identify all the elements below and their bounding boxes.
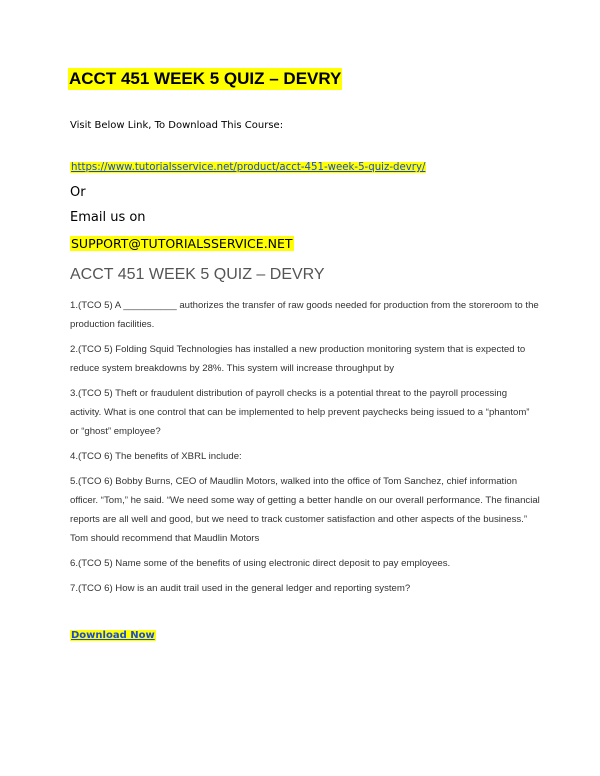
email-us-text: Email us on [70,210,146,225]
question-5: 5.(TCO 6) Bobby Burns, CEO of Maudlin Motors, walked into the office of Tom Sanchez, chief information officer. “Tom,” he said. “We need some way of getting a better handle on our overall performance. The financial reports are all well and good, but we need to track customer satisfaction and other aspects of the business.” Tom should recommend that Maudlin Motors [70,476,540,544]
question-7: 7.(TCO 6) How is an audit trail used in the general ledger and reporting system? [70,583,411,594]
question-4: 4.(TCO 6) The benefits of XBRL include: [70,451,242,462]
download-now-link[interactable]: Download Now [71,630,155,641]
question-6: 6.(TCO 5) Name some of the benefits of using electronic direct deposit to pay employees. [70,558,451,569]
question-list [70,296,540,604]
page-title: ACCT 451 WEEK 5 QUIZ – DEVRY [69,69,342,88]
question-3: 3.(TCO 5) Theft or fraudulent distribution of payroll checks is a potential threat to the payroll processing activity. What is one control that can be implemented to help prevent paychecks being issued to a “phantom” or “ghost” employee? [70,388,530,437]
visit-instruction: Visit Below Link, To Download This Course: [70,120,284,131]
support-email[interactable]: SUPPORT@TUTORIALSSERVICE.NET [71,236,293,251]
question-1: 1.(TCO 5) A __________ authorizes the transfer of raw goods needed for production from the storeroom to the production facilities. [70,300,539,330]
or-text: Or [70,185,86,200]
course-link[interactable]: https://www.tutorialsservice.net/product/acct-451-week-5-quiz-devry/ [71,162,426,173]
question-2: 2.(TCO 5) Folding Squid Technologies has installed a new production monitoring system that is expected to reduce system breakdowns by 28%. This system will increase throughput by [70,344,526,374]
quiz-heading: ACCT 451 WEEK 5 QUIZ – DEVRY [70,266,325,283]
